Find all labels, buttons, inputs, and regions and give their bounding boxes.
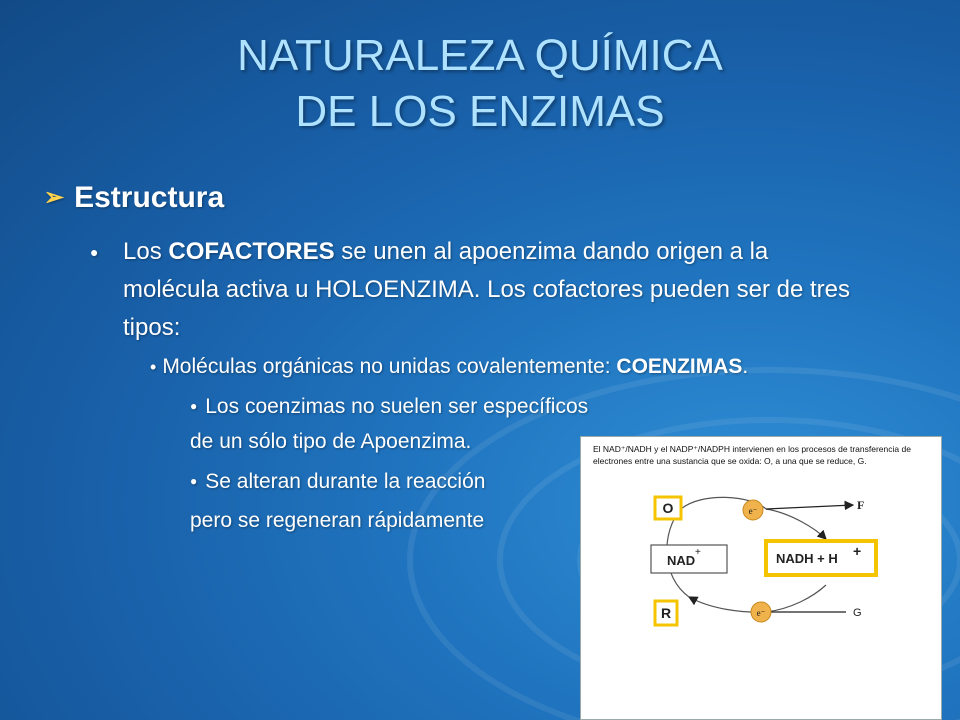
- coenzymes-subpoint: [150, 352, 748, 382]
- electron-top-label: e⁻: [748, 506, 758, 516]
- figure-caption: El NAD⁺/NADH y el NADP⁺/NADPH intervienen en los procesos de transferencia de electrones entre una sustancia que se oxida: O, a una que se reduce, G.: [593, 444, 911, 466]
- coenzymes-keyword: COENZIMAS: [616, 355, 743, 378]
- point-regeneration-text: Se alteran durante la reacción: [205, 470, 486, 493]
- point-specificity-text: Los coenzimas no suelen ser específicos: [205, 395, 589, 418]
- cofactors-text-part2: se unen al apoenzima dando origen a la molécula activa u HOLOENZIMA. Los cofactores pueden ser de tres tipos:: [123, 238, 850, 341]
- nad-cycle-diagram: [581, 437, 943, 720]
- coenzymes-period: .: [742, 355, 749, 378]
- box-R-label: R: [660, 605, 672, 621]
- box-O-label: O: [662, 500, 674, 516]
- label-F: F: [857, 498, 865, 512]
- slide-title: [0, 28, 960, 140]
- cofactors-keyword: COFACTORES: [168, 238, 335, 265]
- label-G: G: [853, 607, 862, 619]
- point-specificity-continuation: de un sólo tipo de Apoenzima.: [190, 430, 472, 453]
- point-specificity: [190, 392, 588, 424]
- coenzymes-text: Moléculas orgánicas no unidas covalentemente:: [162, 355, 617, 378]
- nadh-superscript: +: [853, 543, 862, 559]
- title-line-1: NATURALEZA QUÍMICA: [237, 31, 723, 80]
- round-bullet-icon: ●: [190, 399, 198, 413]
- nad-cycle-figure: [580, 436, 942, 720]
- cofactors-text: [123, 233, 870, 347]
- round-bullet-icon: ●: [90, 244, 99, 260]
- dot-bullet-icon: •: [150, 357, 157, 377]
- nad-superscript: +: [695, 547, 701, 558]
- point-regeneration-continuation: pero se regeneran rápidamente: [190, 509, 485, 532]
- cofactors-text-part1: Los: [123, 238, 169, 265]
- electron-bottom-label: e⁻: [756, 608, 766, 618]
- point-regeneration: [190, 467, 485, 499]
- nad-label: NAD: [667, 553, 696, 568]
- arrow-bullet-icon: ➢: [44, 184, 65, 211]
- section-heading: [44, 181, 224, 215]
- title-line-2: DE LOS ENZIMAS: [295, 87, 665, 136]
- section-heading-text: Estructura: [74, 181, 225, 214]
- cofactors-paragraph: [90, 233, 870, 347]
- nadh-label: NADH + H: [776, 551, 838, 566]
- round-bullet-icon: ●: [190, 474, 198, 488]
